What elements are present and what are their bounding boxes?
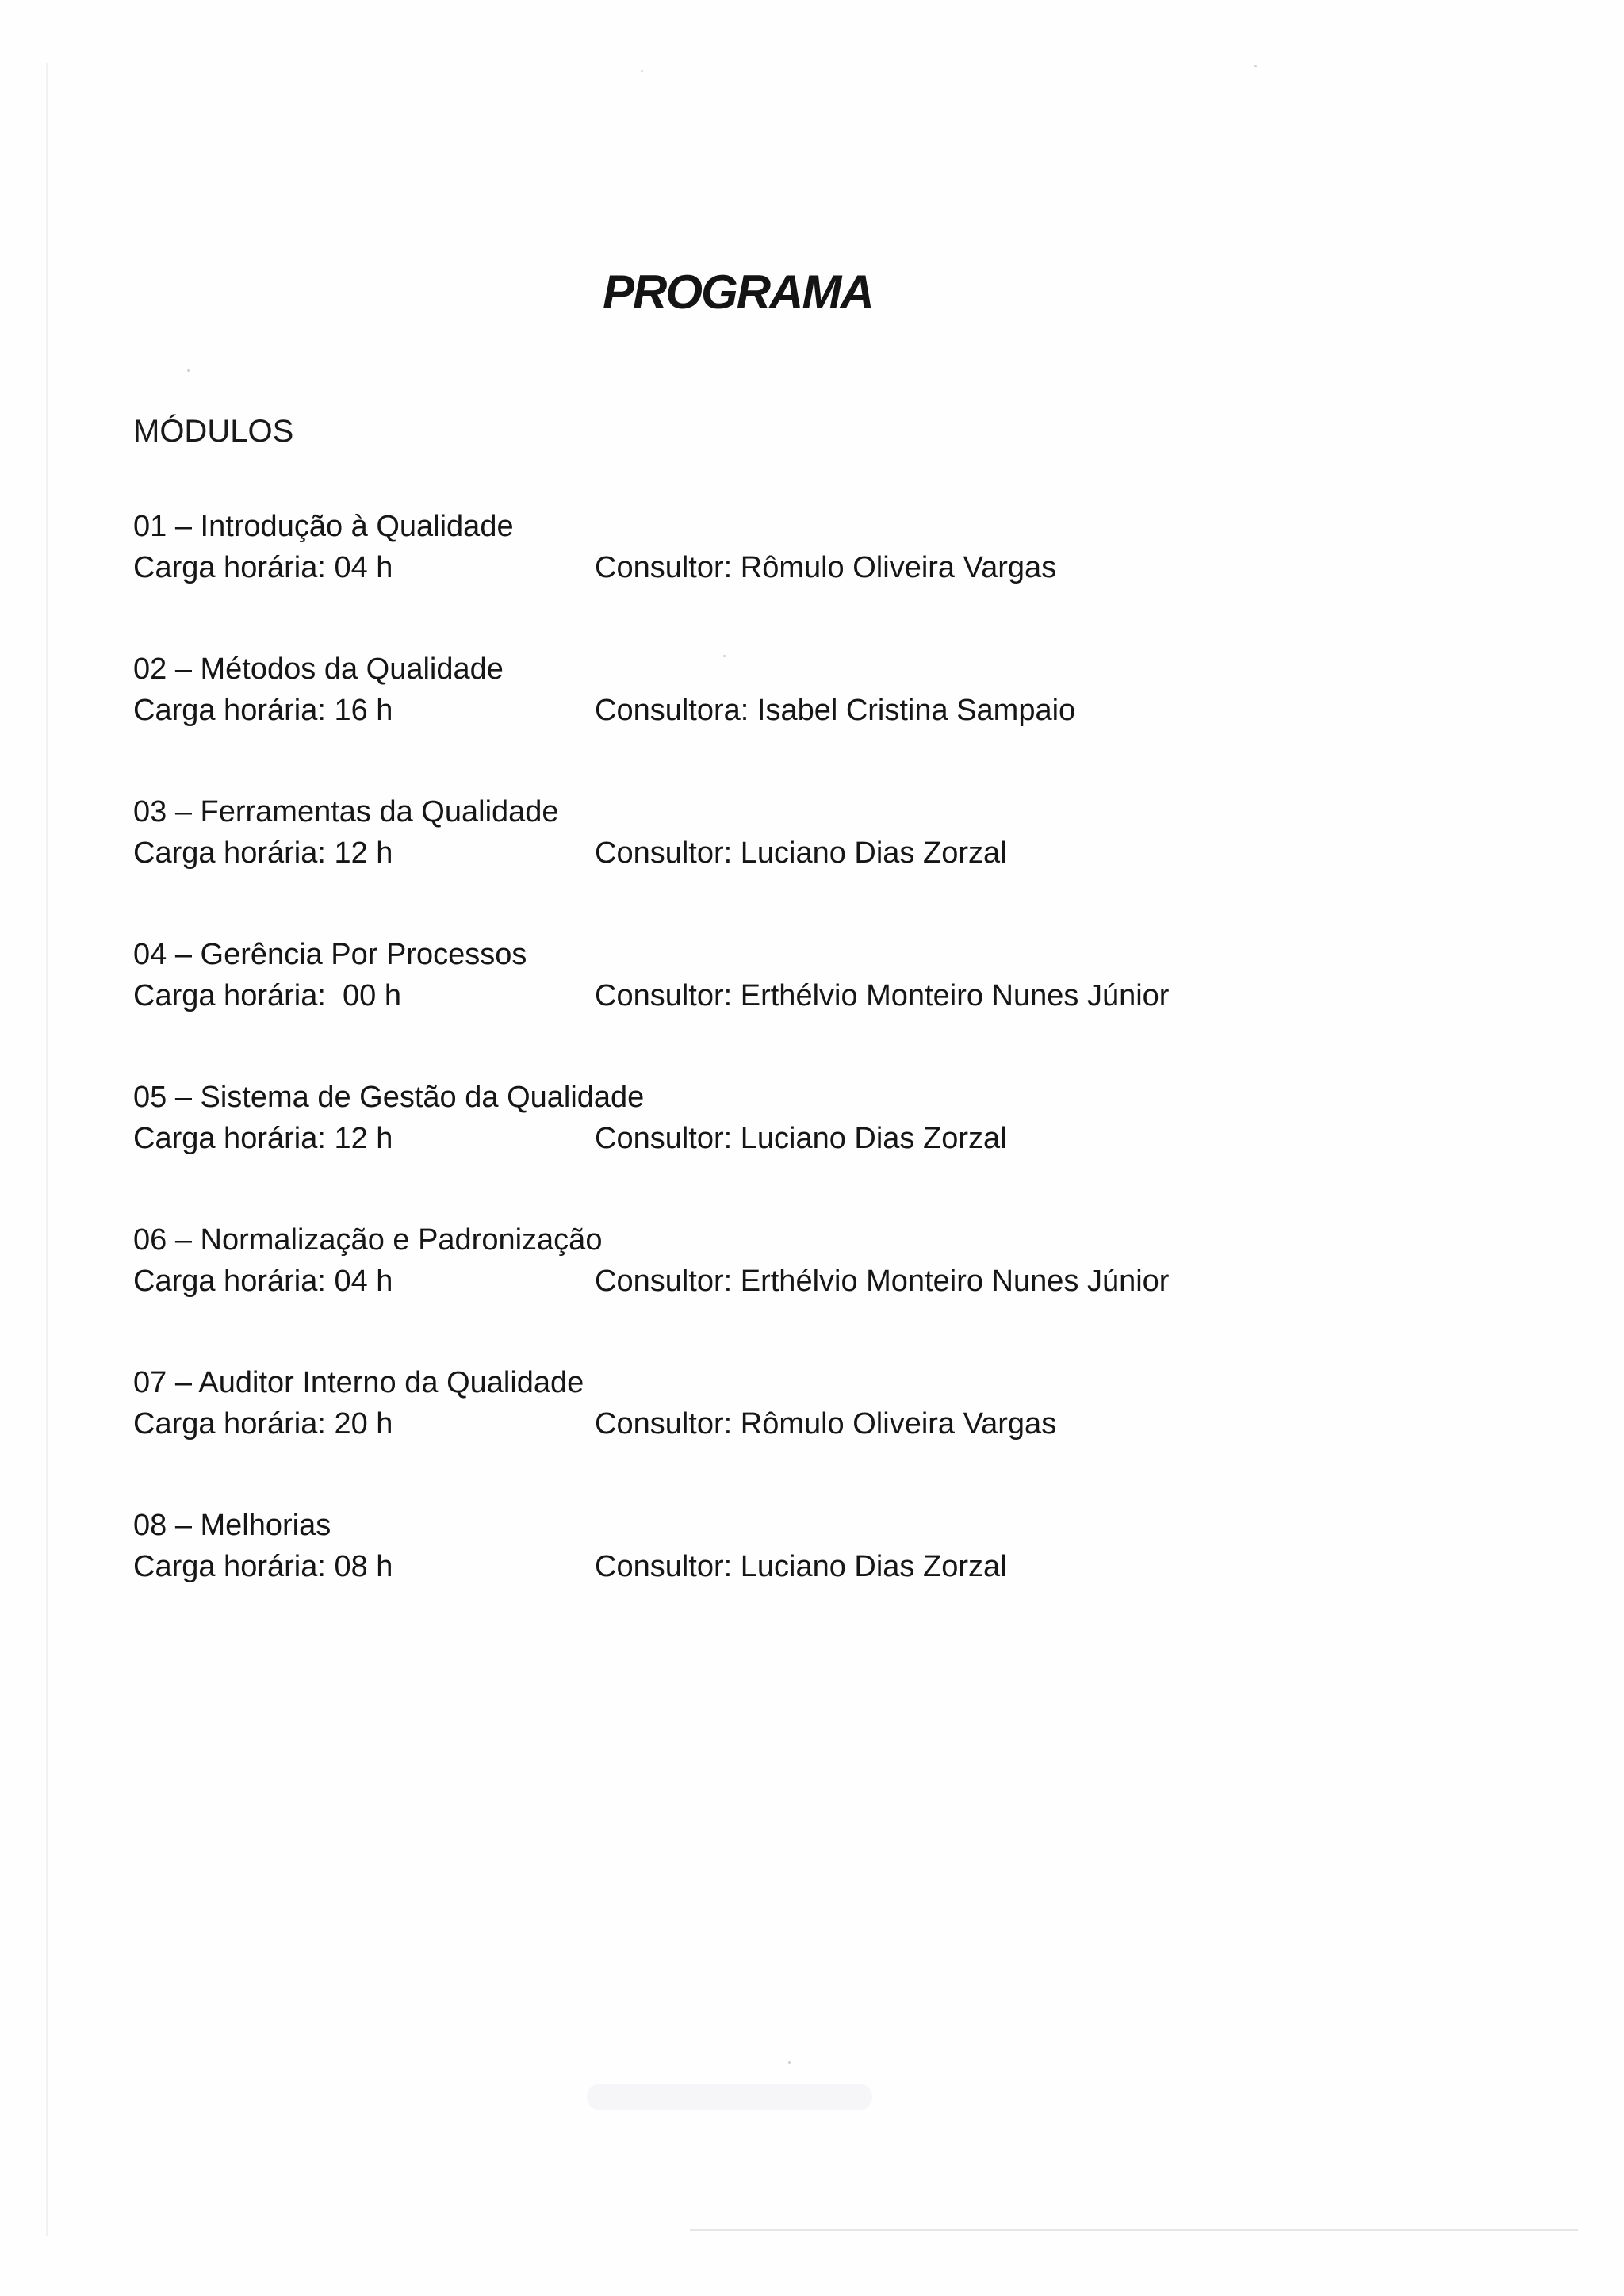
module-hours: Carga horária: 20 h — [133, 1407, 393, 1441]
module-title: 03 – Ferramentas da Qualidade — [133, 795, 559, 828]
module-hours: Carga horária: 08 h — [133, 1550, 393, 1583]
module-hours: Carga horária: 12 h — [133, 836, 393, 870]
module-hours: Carga horária: 00 h — [133, 979, 401, 1012]
section-heading: MÓDULOS — [133, 414, 294, 449]
module-item — [133, 1364, 1481, 1506]
module-item — [133, 936, 1481, 1078]
module-title: 02 – Métodos da Qualidade — [133, 652, 504, 686]
module-consultant: Consultor: Erthélvio Monteiro Nunes Júnior — [595, 979, 1170, 1012]
module-title: 01 – Introdução à Qualidade — [133, 510, 514, 543]
module-list — [133, 507, 1481, 1633]
page-edge-bottom — [690, 2229, 1578, 2231]
module-consultant: Consultor: Luciano Dias Zorzal — [595, 836, 1007, 870]
module-hours: Carga horária: 04 h — [133, 551, 393, 584]
scan-speck — [1254, 65, 1257, 67]
module-item — [133, 1221, 1481, 1364]
module-consultant: Consultor: Rômulo Oliveira Vargas — [595, 551, 1057, 584]
module-title: 04 – Gerência Por Processos — [133, 938, 527, 971]
module-consultant: Consultor: Erthélvio Monteiro Nunes Júnior — [595, 1265, 1170, 1298]
module-title: 07 – Auditor Interno da Qualidade — [133, 1366, 584, 1399]
page-title: PROGRAMA — [603, 266, 873, 319]
module-consultant: Consultor: Luciano Dias Zorzal — [595, 1122, 1007, 1155]
scan-speck — [788, 2061, 791, 2064]
module-hours: Carga horária: 04 h — [133, 1265, 393, 1298]
module-consultant: Consultora: Isabel Cristina Sampaio — [595, 694, 1076, 727]
scan-smudge — [587, 2084, 872, 2110]
module-title: 06 – Normalização e Padronização — [133, 1223, 603, 1257]
page-edge-left — [46, 63, 48, 2236]
module-item — [133, 507, 1481, 650]
module-hours: Carga horária: 12 h — [133, 1122, 393, 1155]
module-item — [133, 793, 1481, 936]
module-item — [133, 1506, 1481, 1633]
module-title: 08 – Melhorias — [133, 1509, 331, 1542]
module-item — [133, 650, 1481, 793]
module-hours: Carga horária: 16 h — [133, 694, 393, 727]
module-item — [133, 1078, 1481, 1221]
scan-speck — [187, 369, 190, 372]
module-title: 05 – Sistema de Gestão da Qualidade — [133, 1081, 645, 1114]
module-consultant: Consultor: Luciano Dias Zorzal — [595, 1550, 1007, 1583]
scan-speck — [641, 70, 643, 72]
module-consultant: Consultor: Rômulo Oliveira Vargas — [595, 1407, 1057, 1441]
